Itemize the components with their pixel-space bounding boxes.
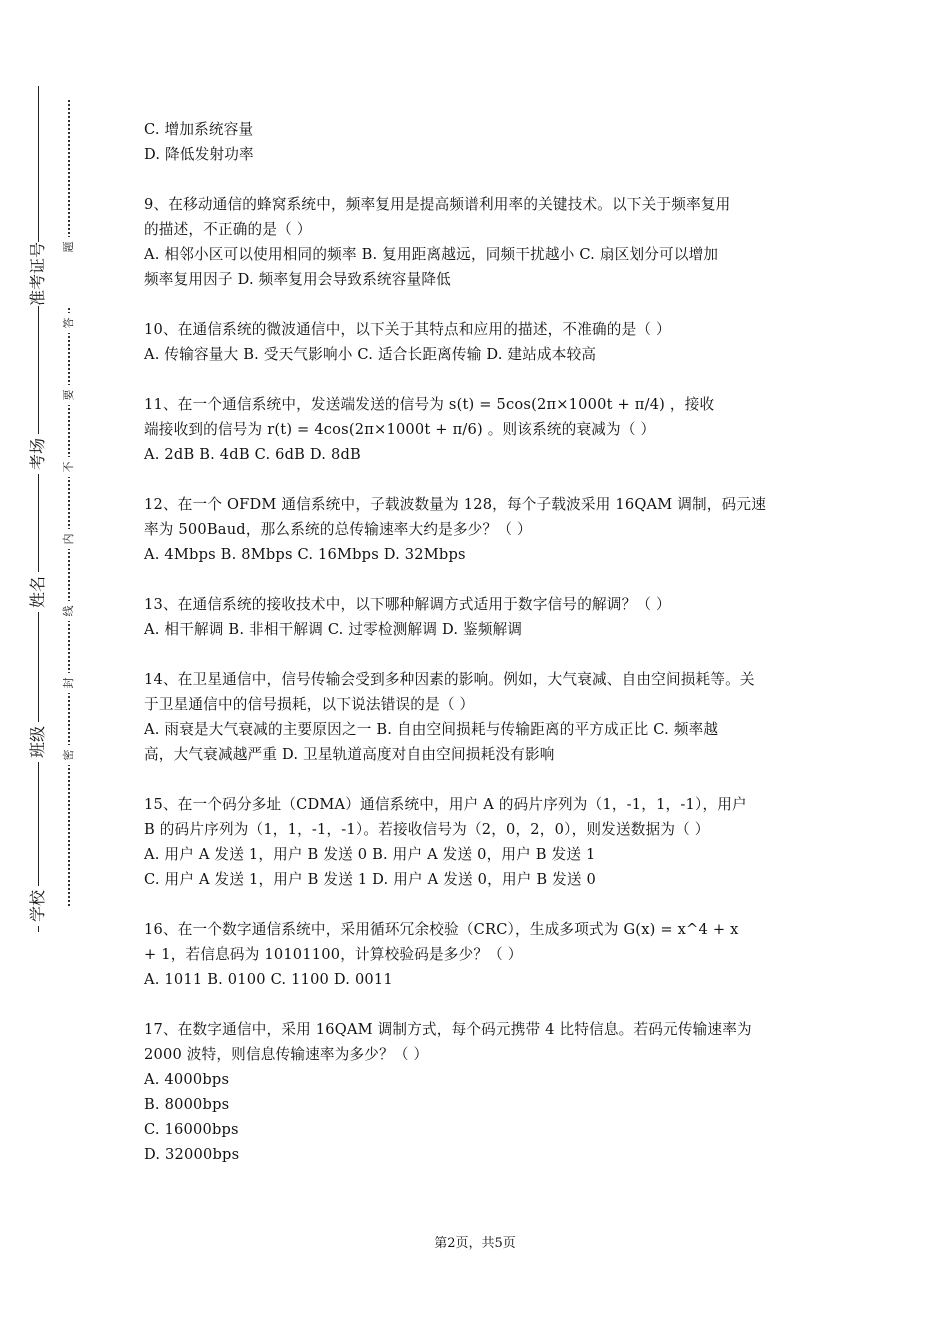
option-line: D. 32000bps [144,1146,240,1163]
binding-solid-line [38,86,39,932]
option-line: A. 用户 A 发送 1，用户 B 发送 0 B. 用户 A 发送 0，用户 B 发送 1 [144,846,596,863]
question-12 [144,492,812,567]
option-line: A. 1011 B. 0100 C. 1100 D. 0011 [144,971,393,988]
question-line: 2000 波特，则信息传输速率为多少？（ ） [144,1046,429,1063]
question-10 [144,317,812,367]
seal-char: 内 [62,529,76,549]
seal-char: 密 [62,745,76,765]
question-line: 11、在一个通信系统中，发送端发送的信号为 s(t) = 5cos(2π×1000t + π/4) ，接收 [144,396,715,413]
field-name: 姓名 [18,572,58,612]
option-line: C. 增加系统容量 [144,121,254,138]
binding-dotted-line [68,100,70,906]
seal-char: 封 [62,673,76,693]
field-exam-room: 考场 [18,434,58,474]
page-number: 第2页，共5页 [434,1236,516,1251]
question-17 [144,1017,812,1167]
option-line: A. 2dB B. 4dB C. 6dB D. 8dB [144,446,361,463]
field-school: 学校 [18,886,58,926]
option-line: A. 4000bps [144,1071,230,1088]
question-line: 端接收到的信号为 r(t) = 4cos(2π×1000t + π/6) 。则该系统的衰减为（ ） [144,421,656,438]
binding-margin [0,0,100,1344]
field-exam-number: 准考证号 [6,242,70,306]
seal-char: 线 [62,601,76,621]
question-line: 的描述，不正确的是（ ） [144,221,312,238]
question-line: 12、在一个 OFDM 通信系统中，子载波数量为 128，每个子载波采用 16QAM 调制，码元速 [144,496,766,513]
question-line: 9、在移动通信的蜂窝系统中，频率复用是提高频谱利用率的关键技术。以下关于频率复用 [144,196,731,213]
option-line: C. 用户 A 发送 1，用户 B 发送 1 D. 用户 A 发送 0，用户 B 发送 0 [144,871,597,888]
question-line: 10、在通信系统的微波通信中，以下关于其特点和应用的描述，不准确的是（ ） [144,321,671,338]
question-16 [144,917,812,992]
question-9 [144,192,812,292]
question-11 [144,392,812,467]
question-line: 15、在一个码分多址（CDMA）通信系统中，用户 A 的码片序列为（1，-1，1，-1），用户 [144,796,747,813]
seal-char: 不 [62,457,76,477]
option-line: B. 8000bps [144,1096,230,1113]
previous-options [144,117,812,167]
field-class: 班级 [18,722,58,762]
option-line: A. 相干解调 B. 非相干解调 C. 过零检测解调 D. 鉴频解调 [144,621,523,638]
question-line: 17、在数字通信中，采用 16QAM 调制方式，每个码元携带 4 比特信息。若码元传输速率为 [144,1021,752,1038]
question-content [144,117,812,1167]
question-14 [144,667,812,767]
option-line: D. 降低发射功率 [144,146,254,163]
question-line: + 1，若信息码为 10101100，计算校验码是多少？（ ） [144,946,523,963]
question-line: B 的码片序列为（1，1，-1，-1）。若接收信号为（2，0，2，0），则发送数据为（ ） [144,821,710,838]
question-13 [144,592,812,642]
seal-char: 题 [62,237,76,257]
option-line: A. 4Mbps B. 8Mbps C. 16Mbps D. 32Mbps [144,546,466,563]
option-line: C. 16000bps [144,1121,239,1138]
question-line: 16、在一个数字通信系统中，采用循环冗余校验（CRC），生成多项式为 G(x) = x^4 + x [144,921,739,938]
question-line: 14、在卫星通信中，信号传输会受到多种因素的影响。例如，大气衰减、自由空间损耗等。关 [144,671,755,688]
option-line: A. 雨衰是大气衰减的主要原因之一 B. 自由空间损耗与传输距离的平方成正比 C. 频率越 [144,721,719,738]
option-line: A. 传输容量大 B. 受天气影响小 C. 适合长距离传输 D. 建站成本较高 [144,346,597,363]
seal-char: 要 [62,385,76,405]
seal-char: 答 [62,313,76,333]
option-line: 频率复用因子 D. 频率复用会导致系统容量降低 [144,271,451,288]
question-line: 率为 500Baud，那么系统的总传输速率大约是多少？（ ） [144,521,532,538]
question-line: 13、在通信系统的接收技术中，以下哪种解调方式适用于数字信号的解调？（ ） [144,596,671,613]
option-line: A. 相邻小区可以使用相同的频率 B. 复用距离越远，同频干扰越小 C. 扇区划分可以增加 [144,246,719,263]
option-line: 高，大气衰减越严重 D. 卫星轨道高度对自由空间损耗没有影响 [144,746,555,763]
question-15 [144,792,812,892]
question-line: 于卫星通信中的信号损耗，以下说法错误的是（ ） [144,696,475,713]
